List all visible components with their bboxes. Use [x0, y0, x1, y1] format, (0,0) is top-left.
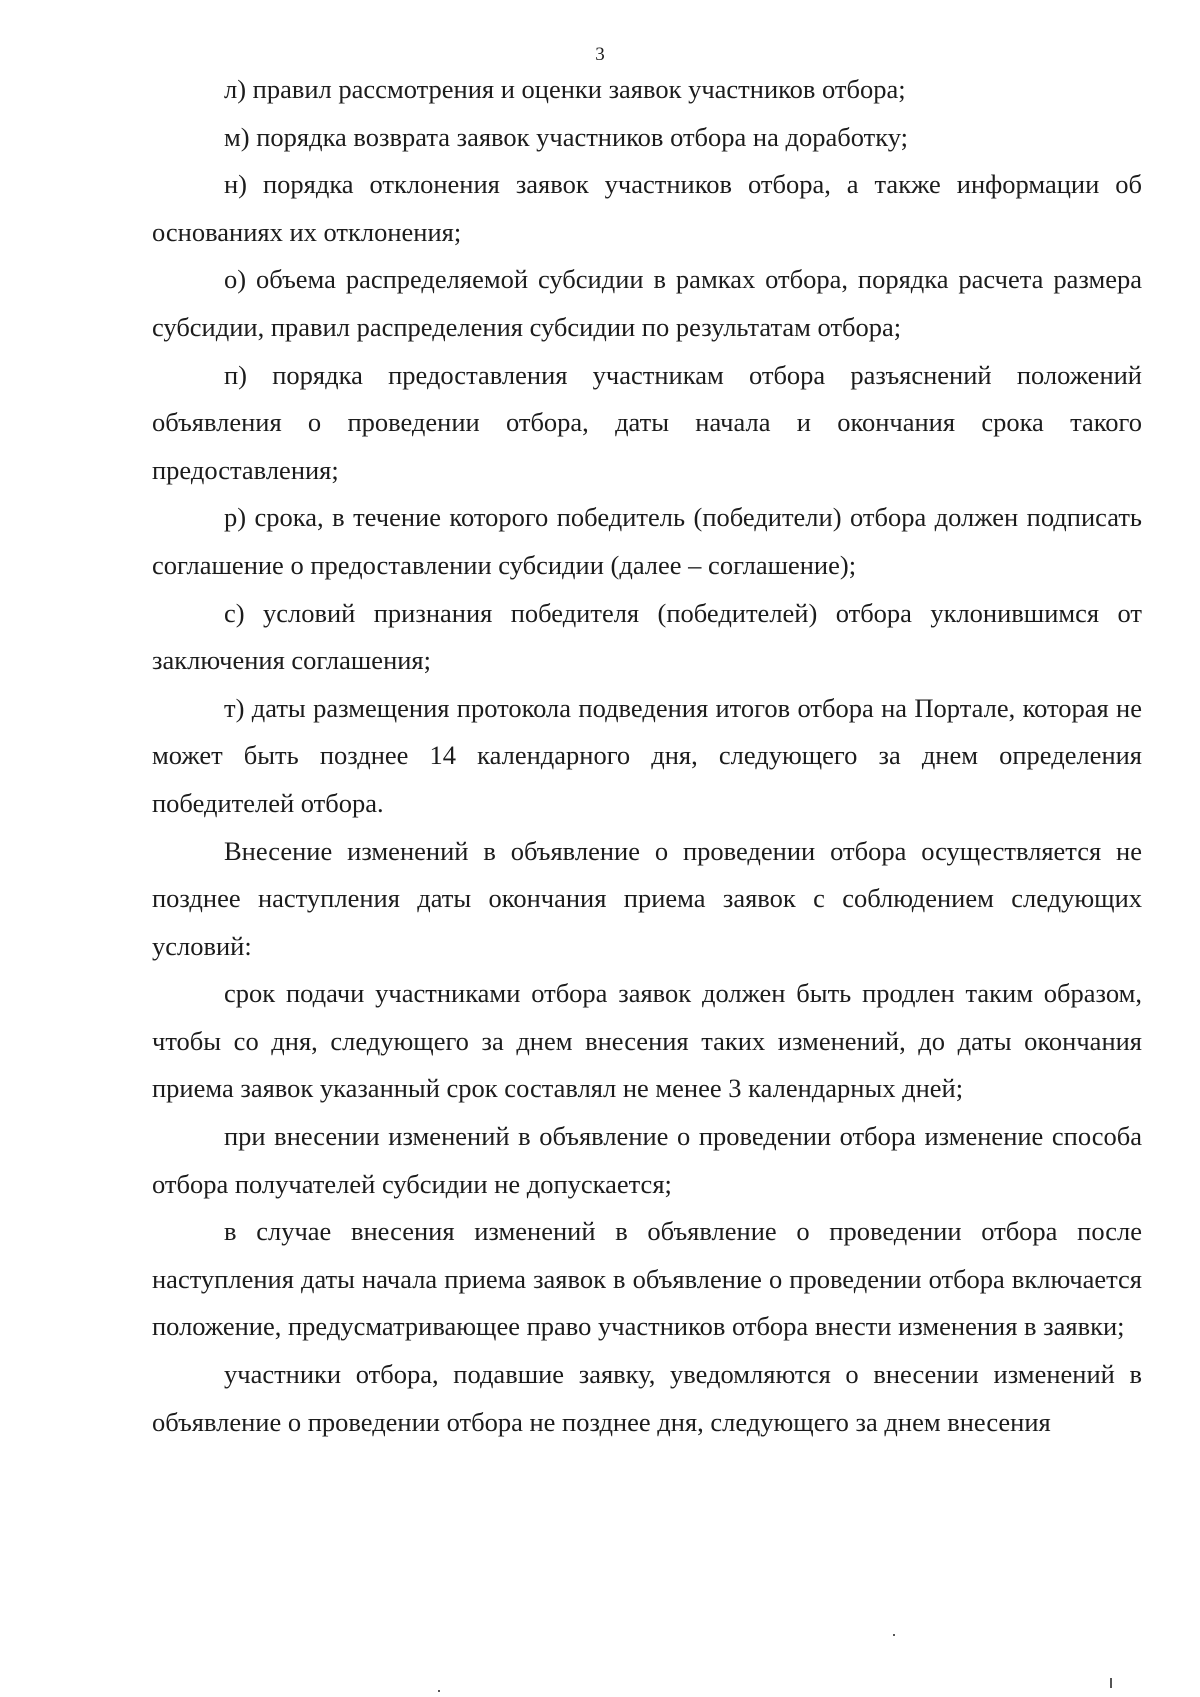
paragraph-deadline-extension: срок подачи участниками отбора заявок должен быть продлен таким образом, чтобы со дня, следующего за днем внесения таких изменений, до даты окончания приема заявок указанный срок составлял не менее 3 календарных дней; [152, 978, 1142, 1104]
paragraph-notification: участники отбора, подавшие заявку, уведомляются о внесении изменений в объявление о проведении отбора не позднее дня, следующего за днем внесения [152, 1359, 1142, 1437]
scan-speck [438, 1690, 440, 1692]
scan-speck [893, 1634, 895, 1636]
page-number: 3 [595, 44, 605, 65]
paragraph-t: т) даты размещения протокола подведения итогов отбора на Портале, которая не может быть позднее 14 календарного дня, следующего за днем определения победителей отбора. [152, 692, 1142, 818]
paragraph-o: о) объема распределяемой субсидии в рамках отбора, порядка расчета размера субсидии, правил распределения субсидии по результатам отбора; [152, 264, 1142, 342]
paragraph-n: н) порядка отклонения заявок участников отбора, а также информации об основаниях их отклонения; [152, 169, 1142, 247]
document-body [152, 66, 1142, 1446]
paragraph-m: м) порядка возврата заявок участников отбора на доработку; [224, 121, 908, 152]
paragraph-r: р) срока, в течение которого победитель (победители) отбора должен подписать соглашение о предоставлении субсидии (далее – соглашение); [152, 502, 1142, 580]
paragraph-l: л) правил рассмотрения и оценки заявок участников отбора; [224, 74, 906, 104]
scan-speck [1110, 1678, 1112, 1688]
paragraph-p: п) порядка предоставления участникам отбора разъяснений положений объявления о проведении отбора, даты начала и окончания срока такого предоставления; [152, 359, 1142, 485]
paragraph-s: с) условий признания победителя (победителей) отбора уклонившимся от заключения соглашения; [152, 597, 1142, 676]
paragraph-method-unchanged: при внесении изменений в объявление о проведении отбора изменение способа отбора получателей субсидии не допускается; [152, 1121, 1142, 1199]
paragraph-applicant-right: в случае внесения изменений в объявление о проведении отбора после наступления даты начала приема заявок в объявление о проведении отбора включается положение, предусматривающее право участников отбора внести изменения в заявки; [152, 1216, 1142, 1342]
paragraph-amendments-intro: Внесение изменений в объявление о проведении отбора осуществляется не позднее наступления даты окончания приема заявок с соблюдением следующих условий: [152, 835, 1142, 961]
